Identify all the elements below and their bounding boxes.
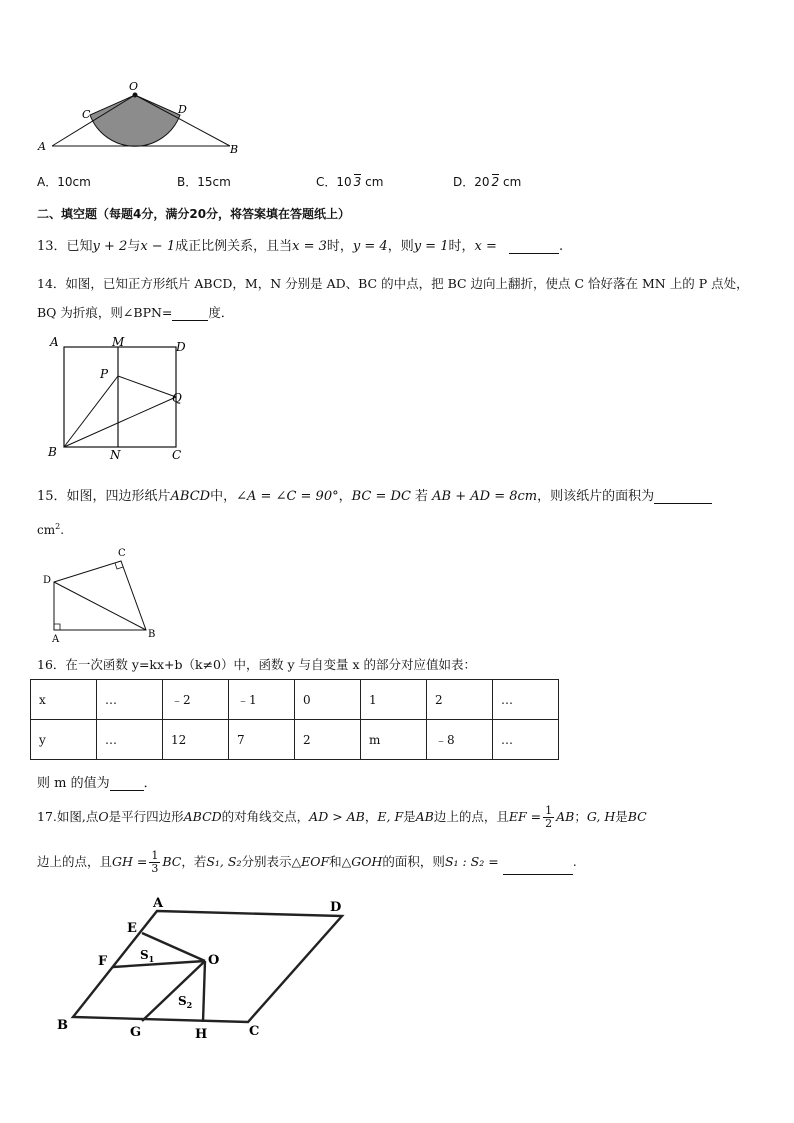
label-a: A bbox=[153, 896, 164, 911]
shaded-sector bbox=[90, 95, 180, 146]
label-s2: $S_2$ bbox=[178, 994, 193, 1010]
label-c: C bbox=[82, 108, 91, 121]
label-d: D bbox=[43, 575, 52, 586]
question-13: 13．已知y + 2与x − 1成正比例关系，且当x = 3时，y = 4，则y = 1时，x = . bbox=[37, 239, 564, 254]
question-17-line2: 边上的点，且GH = $\frac{1}{3}$ BC，若S₁, S₂分别表示△EOF和△GOH的面积，则S₁ : S₂ = . bbox=[37, 849, 577, 875]
question-16-answer: 则 m 的值为 ． bbox=[37, 776, 157, 791]
table-cell: 2 bbox=[295, 720, 361, 760]
label-n: N bbox=[110, 448, 121, 462]
label-c: C bbox=[249, 1024, 260, 1039]
table-cell: 1 bbox=[361, 680, 427, 720]
table-row bbox=[31, 720, 559, 760]
option-c-coef: C．10 bbox=[316, 175, 352, 189]
table-cell: x bbox=[31, 680, 97, 720]
label-b: B bbox=[230, 143, 239, 156]
answer-blank-15[interactable] bbox=[654, 490, 712, 504]
figure-sector bbox=[30, 78, 245, 158]
table-row bbox=[31, 680, 559, 720]
label-p: P bbox=[100, 367, 109, 381]
label-d: D bbox=[330, 900, 342, 915]
value-table bbox=[30, 679, 559, 760]
question-15-unit: $cm^2$. bbox=[37, 522, 65, 537]
question-14-line1: 14．如图，已知正方形纸片 ABCD，M，N 分别是 AD、BC 的中点，把 BC 边向上翻折，使点 C 恰好落在 MN 上的 P 点处， bbox=[37, 276, 749, 291]
answer-blank-14[interactable] bbox=[172, 307, 208, 321]
option-d-coef: D．20 bbox=[453, 175, 490, 189]
question-14-line2: BQ 为折痕，则∠BPN= 度． bbox=[37, 305, 234, 320]
answer-blank-17[interactable] bbox=[503, 861, 573, 875]
question-17-line1: 17.如图,点O是平行四边形ABCD的对角线交点，AD > AB，E, F是AB边上的点，且EF = $\frac{1}{2}$ AB；G, H是BC bbox=[37, 804, 647, 830]
figure-parallelogram bbox=[50, 890, 360, 1050]
label-q: Q bbox=[172, 391, 182, 405]
table-cell: … bbox=[493, 720, 559, 760]
label-a: A bbox=[52, 634, 60, 645]
label-m: M bbox=[112, 335, 125, 349]
label-d: D bbox=[176, 340, 186, 354]
option-b: B．15cm bbox=[177, 175, 231, 189]
answer-blank-16[interactable] bbox=[110, 777, 144, 791]
fraction-half: $\frac{1}{2}$ bbox=[545, 804, 553, 830]
table-cell: 7 bbox=[229, 720, 295, 760]
question-15: 15．如图，四边形纸片ABCD中，∠A = ∠C = 90°，BC = DC 若 AB + AD = 8cm，则该纸片的面积为 bbox=[37, 485, 712, 504]
table-cell: ﹣2 bbox=[163, 680, 229, 720]
label-s1: $S_1$ bbox=[140, 948, 155, 964]
figure-quadrilateral bbox=[38, 545, 168, 645]
table-cell: ﹣1 bbox=[229, 680, 295, 720]
table-cell: … bbox=[97, 680, 163, 720]
label-a: A bbox=[50, 335, 59, 349]
option-c-radicand: 3 bbox=[353, 175, 362, 189]
label-e: E bbox=[127, 921, 137, 936]
table-cell: 12 bbox=[163, 720, 229, 760]
option-d bbox=[453, 173, 521, 190]
table-cell: y bbox=[31, 720, 97, 760]
label-g: G bbox=[130, 1025, 142, 1040]
label-o: O bbox=[129, 80, 139, 93]
label-o: O bbox=[208, 953, 220, 968]
table-cell: m bbox=[361, 720, 427, 760]
option-d-unit: cm bbox=[502, 175, 522, 189]
section-heading: 二、填空题（每题4分，满分20分，将答案填在答题纸上） bbox=[37, 207, 351, 221]
label-d: D bbox=[178, 103, 187, 116]
label-b: B bbox=[57, 1018, 68, 1033]
option-d-radicand: 2 bbox=[491, 175, 500, 189]
figure-square bbox=[40, 334, 200, 462]
question-16: 16．在一次函数 y=kx+b（k≠0）中，函数 y 与自变量 x 的部分对应值如表： bbox=[37, 657, 477, 672]
label-c: C bbox=[172, 448, 182, 462]
table-cell: ﹣8 bbox=[427, 720, 493, 760]
option-a: A．10cm bbox=[37, 175, 91, 189]
table-cell: … bbox=[97, 720, 163, 760]
answer-blank-13[interactable] bbox=[509, 240, 559, 254]
label-h: H bbox=[195, 1027, 208, 1042]
option-c-unit: cm bbox=[365, 175, 384, 189]
label-b: B bbox=[148, 629, 156, 640]
option-c bbox=[316, 173, 383, 190]
label-f: F bbox=[98, 954, 108, 969]
fraction-third: $\frac{1}{3}$ bbox=[151, 849, 159, 875]
label-c: C bbox=[118, 548, 126, 559]
table-cell: 0 bbox=[295, 680, 361, 720]
label-b: B bbox=[48, 445, 57, 459]
table-cell: 2 bbox=[427, 680, 493, 720]
label-a: A bbox=[38, 140, 46, 153]
table-cell: … bbox=[493, 680, 559, 720]
